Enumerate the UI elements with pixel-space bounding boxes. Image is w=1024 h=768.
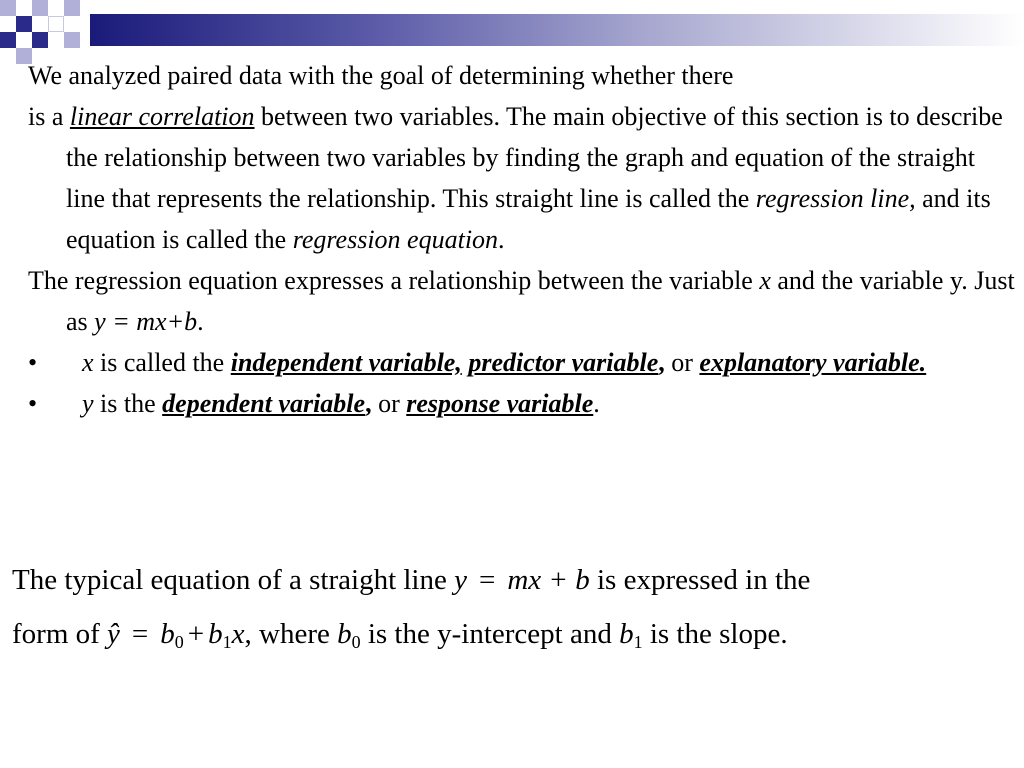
term-dependent-variable: dependent variable [162,389,366,418]
math-sub0-again: 0 [351,632,361,652]
term-response-variable: response variable [406,389,594,418]
term-independent-variable: independent variable, [230,348,462,377]
bullet1-or: or [664,348,700,377]
header-square [32,32,48,48]
header-square [0,0,16,16]
math-b0: b [160,618,175,650]
straight-line-equation-text [12,553,1012,669]
paragraph1-and-its: and its equation is called the [66,184,991,254]
header-gradient-bar [90,14,1024,46]
bottom-is-slope: is the slope. [642,618,788,650]
bullet1-x: x [82,348,94,377]
term-explanatory-variable: explanatory variable. [699,348,927,377]
term-linear-correlation: linear correlation [69,102,255,131]
bottom-line1-end: is expressed in the [589,564,811,596]
bullet2-is-the: is the [93,389,163,418]
bottom-form-of: form of [12,618,108,650]
bullet1-comma: , [658,348,665,377]
equation-y-mx-b: y = mx+b [94,307,198,336]
paragraph-regression-equation [28,260,1018,342]
bullet-dot: • [28,389,38,418]
header-square [0,32,16,48]
math-equals-2: = [131,618,149,650]
math-b0-again: b [337,618,352,650]
math-b1-again: b [619,618,634,650]
math-sub1: 1 [222,632,232,652]
bullet-dot: • [28,348,38,377]
bottom-line1-start: The typical equation of a straight line [12,564,455,596]
paragraph1-period: . [498,225,505,254]
paragraph2-text: The regression equation expresses a relationship between the variable [28,266,760,295]
math-sub1-again: 1 [633,632,643,652]
variable-x: x [759,266,771,295]
slide-header-decoration [0,0,1024,60]
paragraph1-rest: between two variables. The main objective of this section is to describe the relationship between two variables by finding the graph and equation of the straight line that represents the relationship. This straight line is called the [66,102,1003,213]
math-x: x [231,618,245,650]
bottom-where: , where [244,618,338,650]
math-y: y [454,564,467,596]
bottom-line-2 [12,607,1012,669]
bullet2-period: . [593,389,600,418]
paragraph-objective [28,96,1018,260]
bullet2-y: y [82,389,94,418]
math-yhat: ŷ [107,618,120,650]
term-predictor-variable: predictor variable [468,348,659,377]
math-plus: + [187,618,205,650]
header-square [48,16,64,32]
math-sub0: 0 [174,632,184,652]
bullet-independent-variable [28,342,1018,383]
term-regression-line: regression line, [755,184,916,213]
bullet-dependent-variable [28,383,1018,424]
paragraph2-period: . [197,307,204,336]
paragraph1-is-a: is a [28,102,70,131]
math-mx-b: mx + b [507,564,590,596]
header-square [16,16,32,32]
term-regression-equation: regression equation [292,225,499,254]
header-square [64,32,80,48]
paragraph-linear-correlation [28,55,1018,96]
bullet2-comma: , [365,389,372,418]
bullet2-or: or [371,389,407,418]
paragraph2-and-variable: and the variable y. Just as [66,266,1015,336]
math-b1: b [208,618,223,650]
paragraph1-line1: We analyzed paired data with the goal of determining whether there [28,61,734,90]
bottom-y-intercept: is the y-intercept and [360,618,620,650]
header-square [64,0,80,16]
header-square [32,0,48,16]
bullet1-is-called: is called the [93,348,231,377]
bottom-line-1 [12,553,1012,607]
slide-body [28,55,1018,424]
math-equals: = [478,564,496,596]
